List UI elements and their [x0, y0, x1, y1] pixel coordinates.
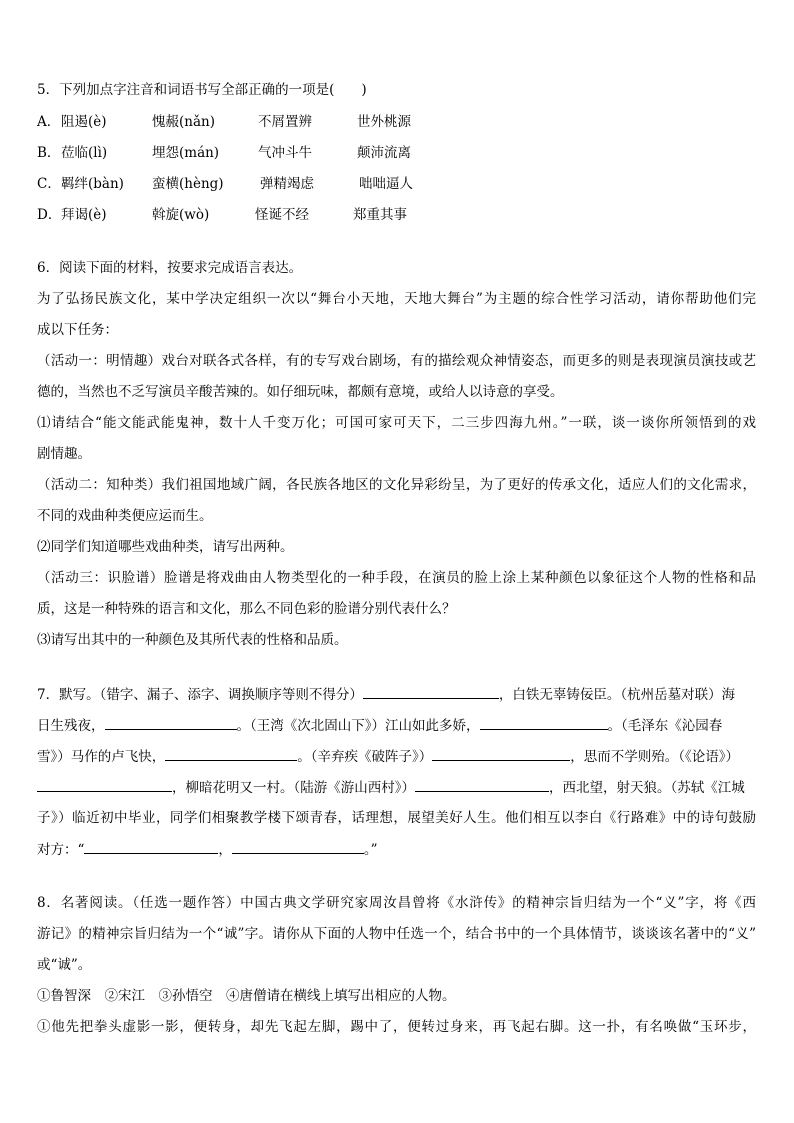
q7-line-4 — [37, 777, 756, 797]
q7-line-5: 子》）临近初中毕业，同学们相聚教学楼下颂青春，话理想，展望美好人生。他们相互以李白《行路难》中的诗句鼓励 — [37, 810, 756, 826]
q7-text: 。（毛泽东《沁园春 — [607, 718, 723, 734]
option-item: 颠沛流离 — [357, 145, 411, 161]
option-item: 埋怨(mán) — [152, 145, 220, 161]
q6-task-3: ⑶请写出其中的一种颜色及其所代表的性格和品质。 — [37, 632, 348, 648]
q7-text: 对方：“ — [37, 842, 85, 858]
option-item: 世外桃源 — [357, 114, 411, 130]
answer-blank[interactable] — [432, 746, 570, 761]
q8-character-list: ①鲁智深 ②宋江 ③孙悟空 ④唐僧请在横线上填写出相应的人物。 — [37, 988, 456, 1004]
q7-line-6 — [37, 839, 756, 859]
option-label: C． — [37, 176, 61, 192]
answer-blank[interactable] — [165, 746, 297, 761]
q6-task-1-line: 剧情趣。 — [37, 446, 91, 462]
option-item: 阻遏(è) — [61, 114, 107, 130]
q7-text: ，西北望，射天狼。（苏轼《江城 — [549, 780, 745, 796]
option-item: 咄咄逼人 — [359, 176, 413, 192]
option-item: 拜谒(è) — [61, 207, 107, 223]
q7-text: ，白铁无辜铸佞臣。（杭州岳墓对联）海 — [498, 687, 736, 703]
q6-activity-1-line: 德的，当然也不乏写演员辛酸苦辣的。如仔细玩味，都颇有意境，或给人以诗意的享受。 — [37, 384, 564, 400]
q7-line-1 — [37, 684, 756, 704]
q7-line-2 — [37, 715, 756, 735]
q7-line-3 — [37, 746, 756, 766]
q7-text: 日生残夜， — [37, 718, 105, 734]
q7-text: 7．默写。（错字、漏子、添字、调换顺序等则不得分） — [37, 687, 363, 703]
option-label: A． — [37, 114, 61, 130]
answer-blank[interactable] — [480, 715, 608, 730]
q6-task-2: ⑵同学们知道哪些戏曲种类，请写出两种。 — [37, 539, 294, 555]
q7-text: 雪》）马作的卢飞快， — [37, 749, 166, 765]
q8-stem-line: 或“诚”。 — [37, 957, 92, 973]
q7-text: ，思而不学则殆。（《论语》） — [570, 749, 739, 765]
answer-blank[interactable] — [84, 839, 218, 854]
q8-stem-line: 游记》的精神宗旨归结为一个“诚”字。请你从下面的人物中任选一个，结合书中的一个具体情节，谈谈该名著中的“义” — [37, 926, 756, 942]
q6-paragraph-line: 成以下任务： — [37, 322, 118, 338]
q7-text: ， — [218, 842, 232, 858]
option-item: 不屑置辨 — [258, 114, 312, 130]
answer-blank[interactable] — [232, 839, 364, 854]
q6-activity-2-line: （活动二：知种类）我们祖国地域广阔，各民族各地区的文化异彩纷呈，为了更好的传承文化，适应人们的文化需求， — [37, 477, 756, 493]
answer-blank[interactable] — [415, 777, 549, 792]
q6-activity-3-line: （活动三：识脸谱）脸谱是将戏曲由人物类型化的一种手段，在演员的脸上涂上某种颜色以象征这个人物的性格和品 — [37, 570, 756, 586]
answer-blank[interactable] — [105, 715, 237, 730]
option-item: 莅临(lì) — [61, 145, 108, 161]
option-item: 斡旋(wò) — [152, 207, 210, 223]
q7-text: 。（辛弃疾《破阵子》） — [297, 749, 433, 765]
q6-stem: 6．阅读下面的材料，按要求完成语言表达。 — [37, 260, 303, 276]
option-item: 怪诞不经 — [255, 207, 309, 223]
q8-stem-line: 8．名著阅读。（任选一题作答）中国古典文学研究家周汝昌曾将《水浒传》的精神宗旨归结为一个“义”字，将《西 — [37, 895, 756, 911]
option-item: 愧赧(nǎn) — [152, 114, 215, 130]
option-item: 羁绊(bàn) — [61, 176, 124, 192]
q7-text: ，柳暗花明又一村。（陆游《游山西村》） — [172, 780, 415, 796]
option-item: 气冲斗牛 — [258, 145, 312, 161]
answer-blank[interactable] — [363, 684, 499, 699]
q6-activity-3-line: 质，这是一种特殊的语言和文化，那么不同色彩的脸谱分别代表什么？ — [37, 601, 456, 617]
q5-stem: 5．下列加点字注音和词语书写全部正确的一项是( ) — [37, 82, 367, 98]
answer-blank[interactable] — [37, 777, 172, 792]
option-label: B． — [37, 145, 61, 161]
option-item: 蛮横(hèng) — [152, 176, 224, 192]
q6-paragraph-line: 为了弘扬民族文化，某中学决定组织一次以“舞台小天地，天地大舞台”为主题的综合性学习活动，请你帮助他们完 — [37, 291, 756, 307]
q8-excerpt-line: ①他先把拳头虚影一影，便转身，却先飞起左脚，踢中了，便转过身来，再飞起右脚。这一扑，有名唤做“玉环步， — [37, 1019, 756, 1035]
q7-text: 。” — [363, 842, 378, 858]
option-item: 弹精竭虑 — [260, 176, 314, 192]
option-label: D． — [37, 207, 62, 223]
q6-activity-2-line: 不同的戏曲种类便应运而生。 — [37, 508, 213, 524]
option-item: 郑重其事 — [353, 207, 407, 223]
q6-task-1-line: ⑴请结合“能文能武能鬼神，数十人千变万化；可国可家可天下，二三步四海九州。”一联，谈一谈你所领悟到的戏 — [37, 415, 756, 431]
q7-text: 。（王湾《次北固山下》）江山如此多娇， — [236, 718, 480, 734]
q6-activity-1-line: （活动一：明情趣）戏台对联各式各样，有的专写戏台剧场，有的描绘观众神情姿态，而更多的则是表现演员演技或艺 — [37, 353, 756, 369]
